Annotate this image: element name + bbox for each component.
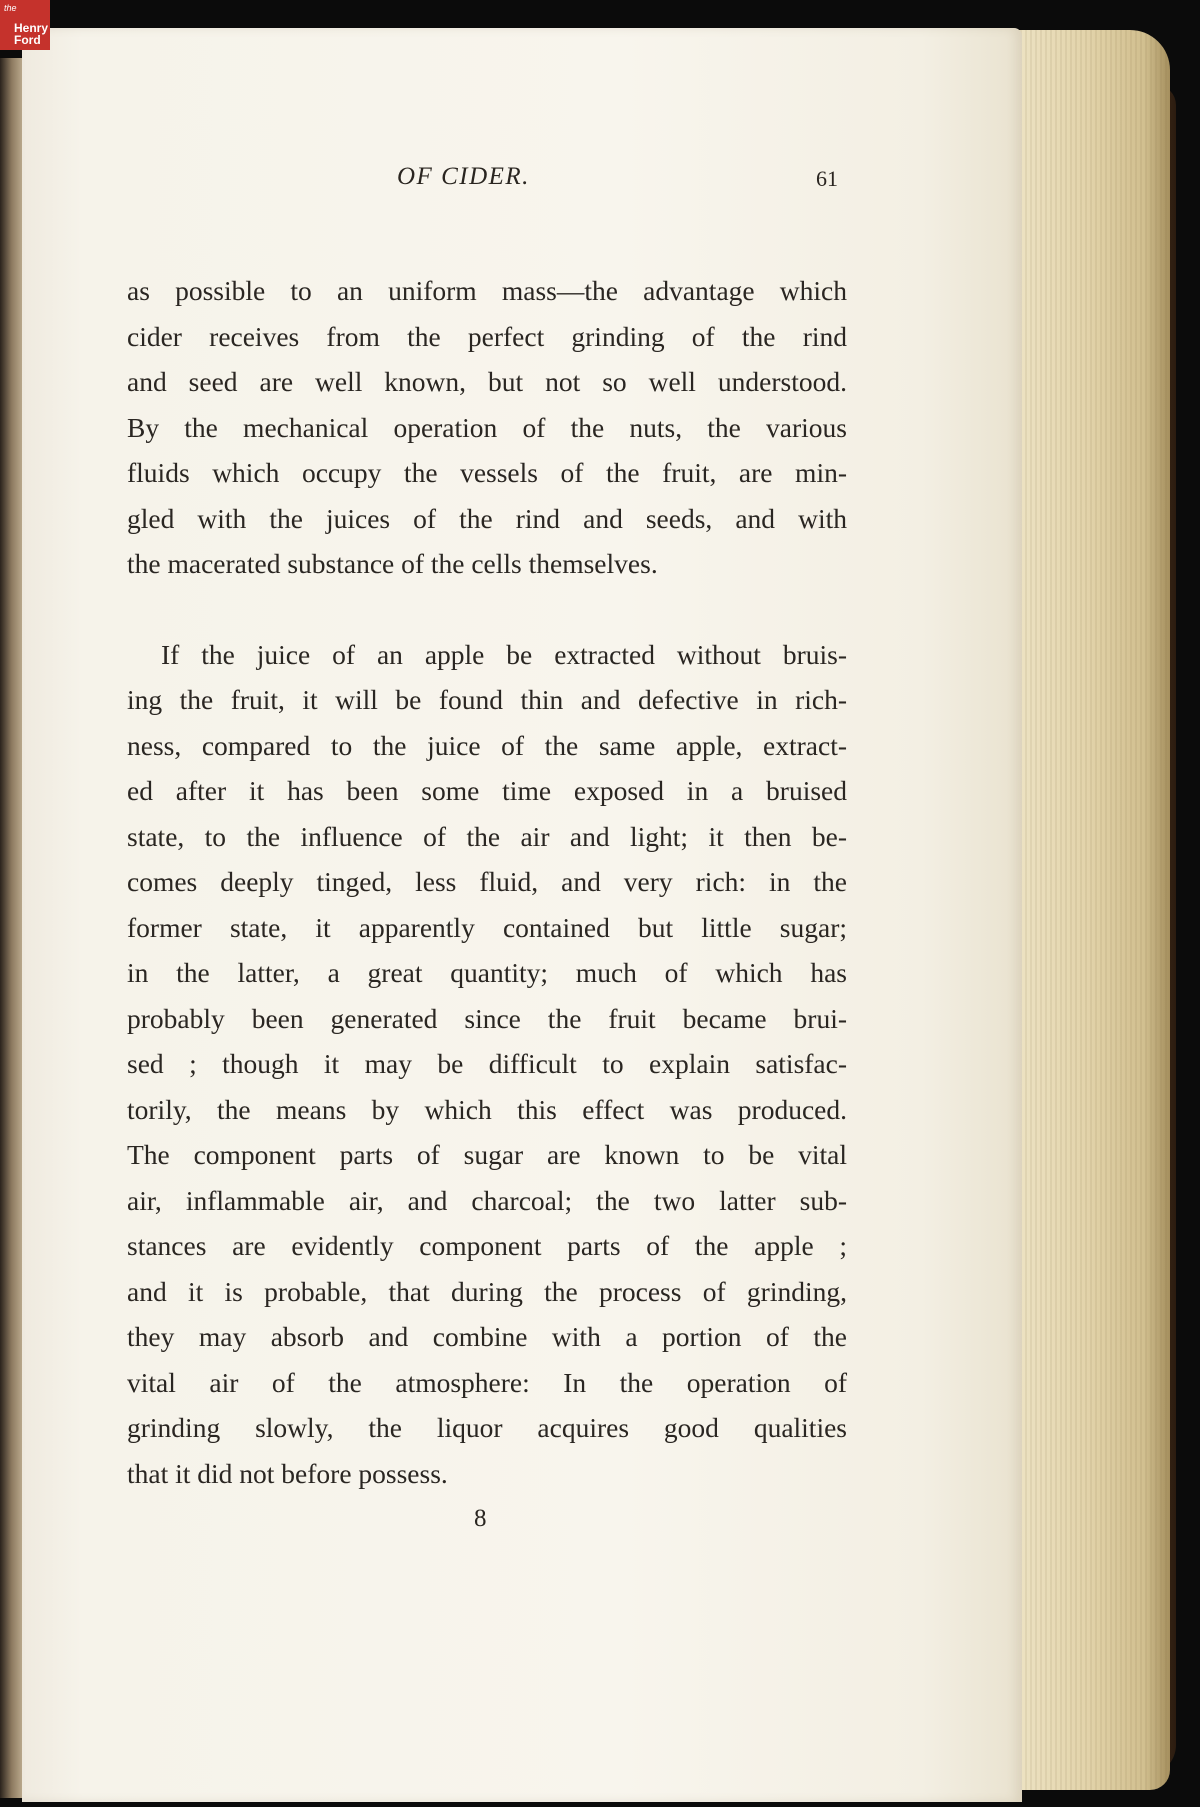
running-head: OF CIDER. <box>397 163 530 190</box>
text-line: state, to the influence of the air and light; it then be- <box>127 820 847 852</box>
logo-henry: Henry <box>14 21 49 35</box>
text-line: in the latter, a great quantity; much of which has <box>127 957 847 988</box>
text-line: they may absorb and combine with a portion of the <box>127 1321 847 1352</box>
text-line: ing the fruit, it will be found thin and defective in rich- <box>127 684 847 715</box>
text-line: sed ; though it may be difficult to explain satisfac- <box>127 1048 847 1079</box>
text-line: that it did not before possess. <box>127 1457 448 1489</box>
page-number: 61 <box>816 166 838 191</box>
body-text <box>127 268 847 1496</box>
text-line: probably been generated since the fruit became brui- <box>127 1002 847 1034</box>
text-line: air, inflammable air, and charcoal; the two latter sub- <box>127 1184 847 1216</box>
text-line: and it is probable, that during the process of grinding, <box>127 1275 847 1307</box>
text-line: comes deeply tinged, less fluid, and very rich: in the <box>127 866 847 897</box>
book-page <box>22 28 1022 1802</box>
text-line: grinding slowly, the liquor acquires good qualities <box>127 1412 847 1443</box>
text-line: and seed are well known, but not so well understood. <box>127 366 847 397</box>
text-line: By the mechanical operation of the nuts, the various <box>127 411 847 443</box>
text-line: The component parts of sugar are known to be vital <box>127 1139 847 1170</box>
text-line: If the juice of an apple be extracted without bruis- <box>161 638 847 670</box>
signature-mark: 8 <box>474 1505 487 1532</box>
text-line: fluids which occupy the vessels of the fruit, are min- <box>127 457 847 488</box>
text-line: as possible to an uniform mass—the advantage which <box>127 275 847 306</box>
logo-the: the <box>4 3 17 13</box>
paragraph-2 <box>127 632 847 1497</box>
paragraph-gap <box>127 587 847 632</box>
text-line: vital air of the atmosphere: In the operation of <box>127 1366 847 1398</box>
text-line: the macerated substance of the cells themselves. <box>127 548 658 579</box>
text-line: stances are evidently component parts of the apple ; <box>127 1230 847 1261</box>
henry-ford-logo <box>0 0 50 50</box>
text-line: former state, it apparently contained but little sugar; <box>127 911 847 943</box>
logo-ford: Ford <box>14 33 41 47</box>
page-stack-edge <box>1000 30 1170 1790</box>
text-line: ed after it has been some time exposed in a bruised <box>127 775 847 806</box>
paragraph-1 <box>127 268 847 587</box>
text-line: torily, the means by which this effect was produced. <box>127 1093 847 1125</box>
text-line: ness, compared to the juice of the same apple, extract- <box>127 729 847 761</box>
text-line: gled with the juices of the rind and seeds, and with <box>127 502 847 534</box>
text-line: cider receives from the perfect grinding of the rind <box>127 320 847 352</box>
